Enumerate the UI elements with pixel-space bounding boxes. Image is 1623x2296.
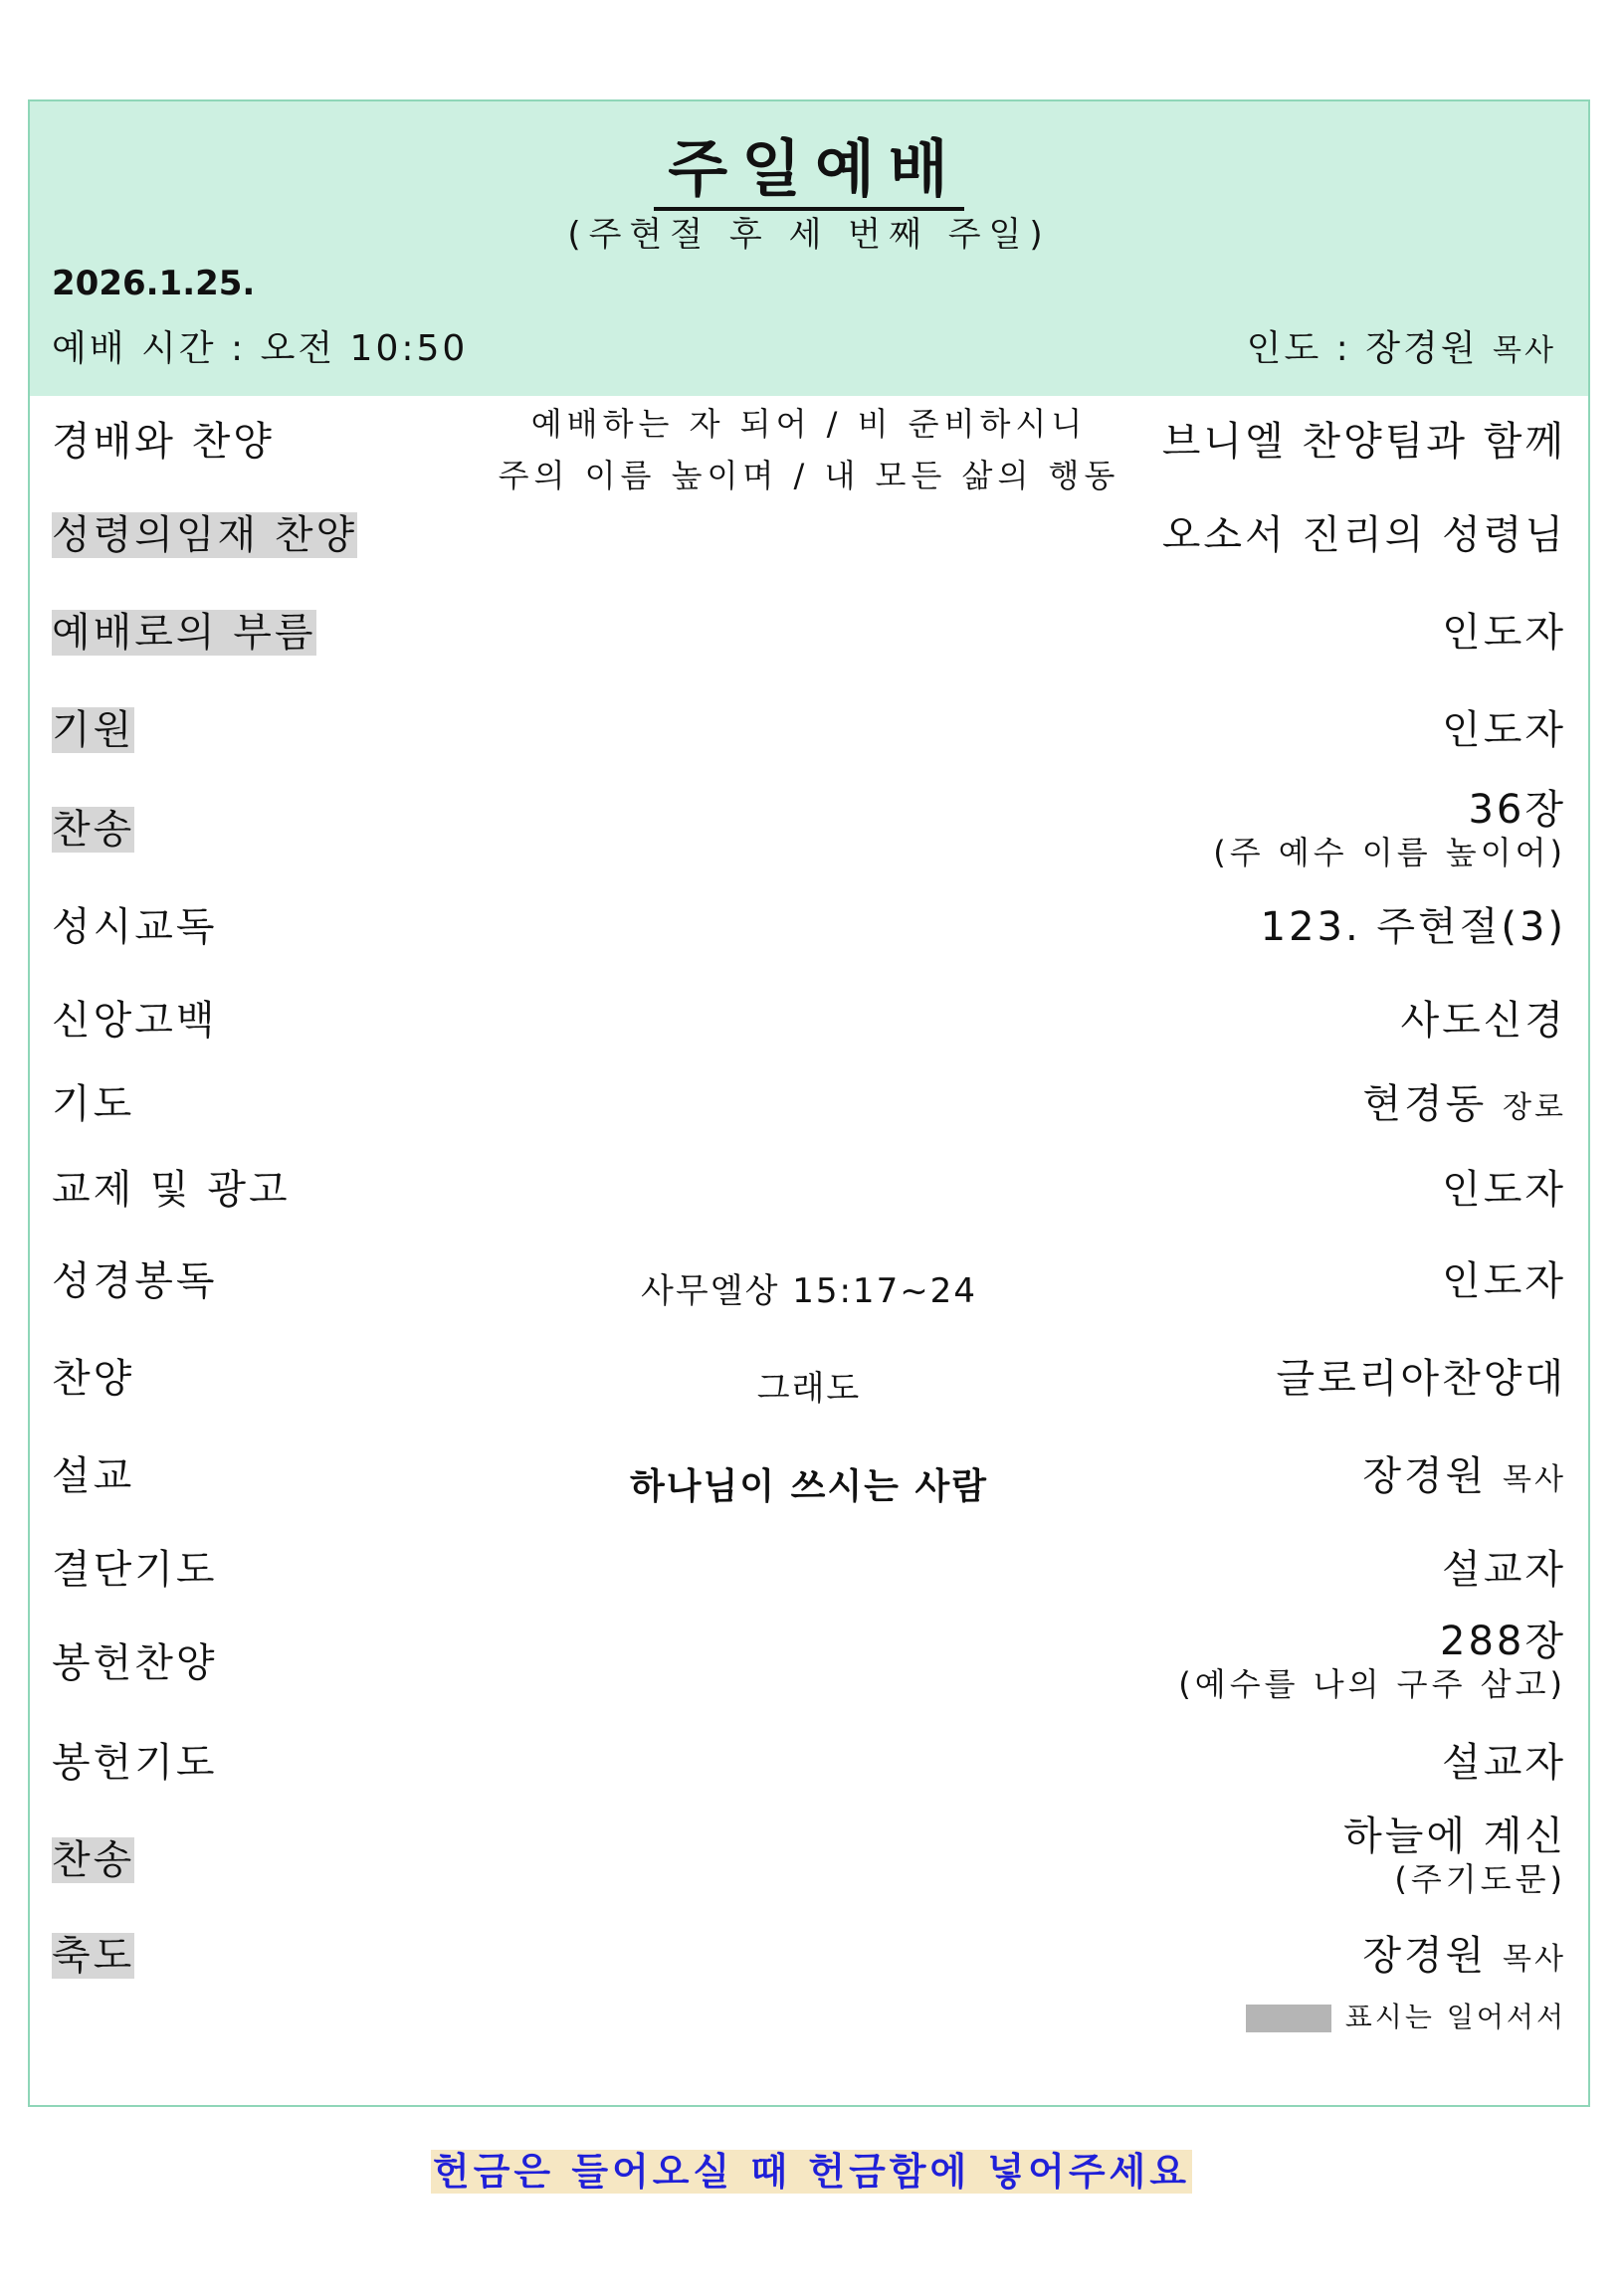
order-right-title: 목사 (1503, 1942, 1566, 1977)
order-label: 경배와 찬양 (52, 419, 275, 465)
order-right: 인도자 (1442, 610, 1566, 656)
order-right: 인도자 (1442, 1167, 1566, 1213)
order-label: 기도 (52, 1081, 135, 1127)
bulletin-header (30, 101, 1588, 396)
page-subtitle: (주현절 후 세 번째 주일) (567, 215, 1051, 255)
order-label: 성령의임재 찬양 (52, 512, 358, 558)
offering-notice: 헌금은 들어오실 때 헌금함에 넣어주세요 (433, 2150, 1190, 2194)
order-right: 오소서 진리의 성령님 (1161, 512, 1566, 558)
order-label: 축도 (52, 1933, 135, 1979)
order-center: 사무엘상 15:17~24 (641, 1271, 977, 1311)
order-label: 예배로의 부름 (52, 610, 316, 656)
page-title: 주일예배 (654, 132, 964, 211)
order-right: 장경원 목사 (1362, 1453, 1566, 1499)
order-label: 찬양 (52, 1356, 135, 1402)
service-date: 2026.1.25. (52, 264, 256, 303)
order-right: 설교자 (1442, 1547, 1566, 1593)
order-right-sub: (주기도문) (1394, 1860, 1566, 1898)
legend-swatch (1246, 2005, 1331, 2032)
sermon-title: 하나님이 쓰시는 사람 (629, 1466, 989, 1507)
order-label: 봉헌찬양 (52, 1640, 218, 1686)
order-right: 123. 주현절(3) (1260, 904, 1566, 950)
order-right: 현경동 장로 (1362, 1081, 1566, 1127)
order-right: 36장 (주 예수 이름 높이어) (1213, 787, 1566, 871)
order-right: 브니엘 찬양팀과 함께 (1161, 419, 1566, 465)
order-right-sub: (주 예수 이름 높이어) (1213, 834, 1566, 871)
order-center: 그래도 (756, 1369, 862, 1409)
order-right-title: 목사 (1503, 1462, 1566, 1497)
bulletin-frame (28, 99, 1590, 2107)
order-label: 설교 (52, 1453, 135, 1499)
order-right: 인도자 (1442, 707, 1566, 753)
order-label: 찬송 (52, 1837, 135, 1883)
order-right: 사도신경 (1400, 998, 1566, 1044)
order-right: 288장 (예수를 나의 구주 삼고) (1178, 1619, 1566, 1703)
order-label: 기원 (52, 707, 135, 753)
service-leader: 인도 : 장경원 목사 (1246, 328, 1556, 369)
order-label: 성시교독 (52, 904, 218, 950)
order-right: 장경원 목사 (1362, 1933, 1566, 1979)
order-label: 교제 및 광고 (52, 1167, 291, 1213)
standing-legend: 표시는 일어서서 (1246, 1996, 1566, 2035)
service-time: 예배 시간 : 오전 10:50 (52, 328, 469, 369)
order-right: 하늘에 계신 (주기도문) (1343, 1814, 1566, 1898)
order-label: 결단기도 (52, 1547, 218, 1593)
order-right: 인도자 (1442, 1258, 1566, 1304)
order-label: 신앙고백 (52, 998, 218, 1044)
leader-title: 목사 (1493, 333, 1556, 368)
order-right-title: 장로 (1503, 1090, 1566, 1125)
order-right-sub: (예수를 나의 구주 삼고) (1178, 1665, 1566, 1703)
order-label: 봉헌기도 (52, 1740, 218, 1786)
order-label: 성경봉독 (52, 1258, 218, 1304)
order-label: 찬송 (52, 807, 135, 853)
order-right: 설교자 (1442, 1740, 1566, 1786)
order-lyrics: 예배하는 자 되어 / 비 준비하시니 주의 이름 높이며 / 내 모든 삶의 행동 (498, 405, 1120, 494)
order-right: 글로리아찬양대 (1276, 1356, 1566, 1402)
